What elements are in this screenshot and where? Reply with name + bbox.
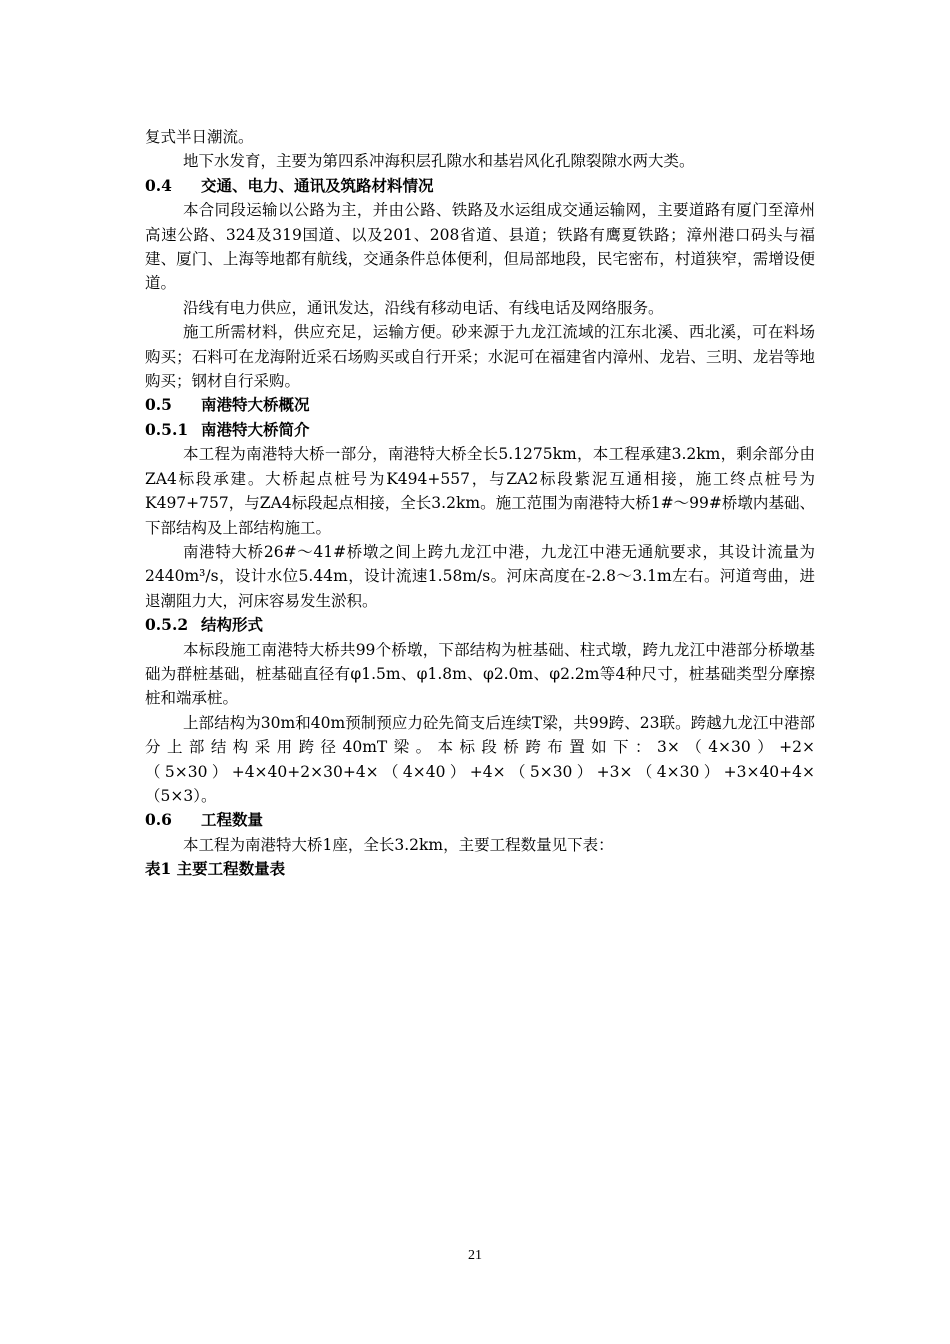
section-title: 交通、电力、通讯及筑路材料情况: [201, 175, 434, 195]
section-number: 0.5: [145, 395, 172, 415]
section-number: 0.6: [145, 810, 172, 830]
paragraph-materials: 施工所需材料，供应充足，运输方便。砂来源于九龙江流域的江东北溪、西北溪，可在料场购买；石料可在龙海附近采石场购买或自行开采；水泥可在福建省内漳州、龙岩、三明、龙岩等地购买；钢材自行采购。: [145, 323, 815, 391]
paragraph-bridge-intro: 本工程为南港特大桥一部分，南港特大桥全长5.1275km，本工程承建3.2km，剩余部分由ZA4标段承建。大桥起点桩号为K494+557，与ZA2标段紫泥互通相接，施工终点桩号为K497+757，与ZA4标段起点相接，全长3.2km。施工范围为南港特大桥1#～99#桥墩内基础、下部结构及上部结构施工。: [145, 445, 815, 537]
section-title: 结构形式: [201, 615, 264, 635]
section-heading-0-4: [145, 174, 815, 198]
paragraph-substructure: 本标段施工南港特大桥共99个桥墩，下部结构为桩基础、柱式墩，跨九龙江中港部分桥墩基础为群桩基础，桩基础直径有φ1.5m、φ1.8m、φ2.0m、φ2.2m等4种尺寸，桩基础类型分摩擦桩和端承桩。: [145, 640, 815, 708]
section-heading-0-5-2: [145, 613, 815, 637]
section-number: 0.5.2: [145, 615, 189, 635]
paragraph-tide: 复式半日潮流。: [145, 128, 254, 146]
table-caption: 表1 主要工程数量表: [145, 859, 286, 879]
section-title: 南港特大桥简介: [201, 419, 310, 439]
paragraph-power: 沿线有电力供应，通讯发达，沿线有移动电话、有线电话及网络服务。: [183, 298, 664, 317]
paragraph-superstructure: 上部结构为30m和40m预制预应力砼先简支后连续T梁，共99跨、23联。跨越九龙江中港部分上部结构采用跨径40mT梁。本标段桥跨布置如下：3×（4×30）+2×（5×30）+4×40+2×30+4×（4×40）+4×（5×30）+3×（4×30）+3×40+4×（5×3）。: [145, 713, 815, 805]
paragraph-groundwater: 地下水发育，主要为第四系冲海积层孔隙水和基岩风化孔隙裂隙水两大类。: [183, 152, 695, 171]
paragraph-quantities: 本工程为南港特大桥1座，全长3.2km，主要工程数量见下表：: [183, 835, 614, 854]
paragraph-transport: 本合同段运输以公路为主，并由公路、铁路及水运组成交通运输网，主要道路有厦门至漳州高速公路、324及319国道、以及201、208省道、县道；铁路有鹰夏铁路；漳州港口码头与福建、厦门、上海等地都有航线，交通条件总体便利，但局部地段，民宅密布，村道狭窄，需增设便道。: [145, 201, 815, 293]
section-title: 南港特大桥概况: [201, 395, 310, 415]
section-number: 0.5.1: [145, 419, 189, 439]
section-heading-0-5-1: [145, 418, 815, 442]
section-number: 0.4: [145, 175, 172, 195]
document-body: [145, 125, 815, 882]
section-heading-0-5: [145, 393, 815, 417]
paragraph-river: 南港特大桥26#～41#桥墩之间上跨九龙江中港，九龙江中港无通航要求，其设计流量为2440m³/s，设计水位5.44m，设计流速1.58m/s。河床高度在-2.8～3.1m左右。河道弯曲，进退潮阻力大，河床容易发生淤积。: [145, 542, 815, 610]
section-title: 工程数量: [201, 810, 264, 830]
section-heading-0-6: [145, 808, 815, 832]
page-number: 21: [468, 1248, 482, 1263]
